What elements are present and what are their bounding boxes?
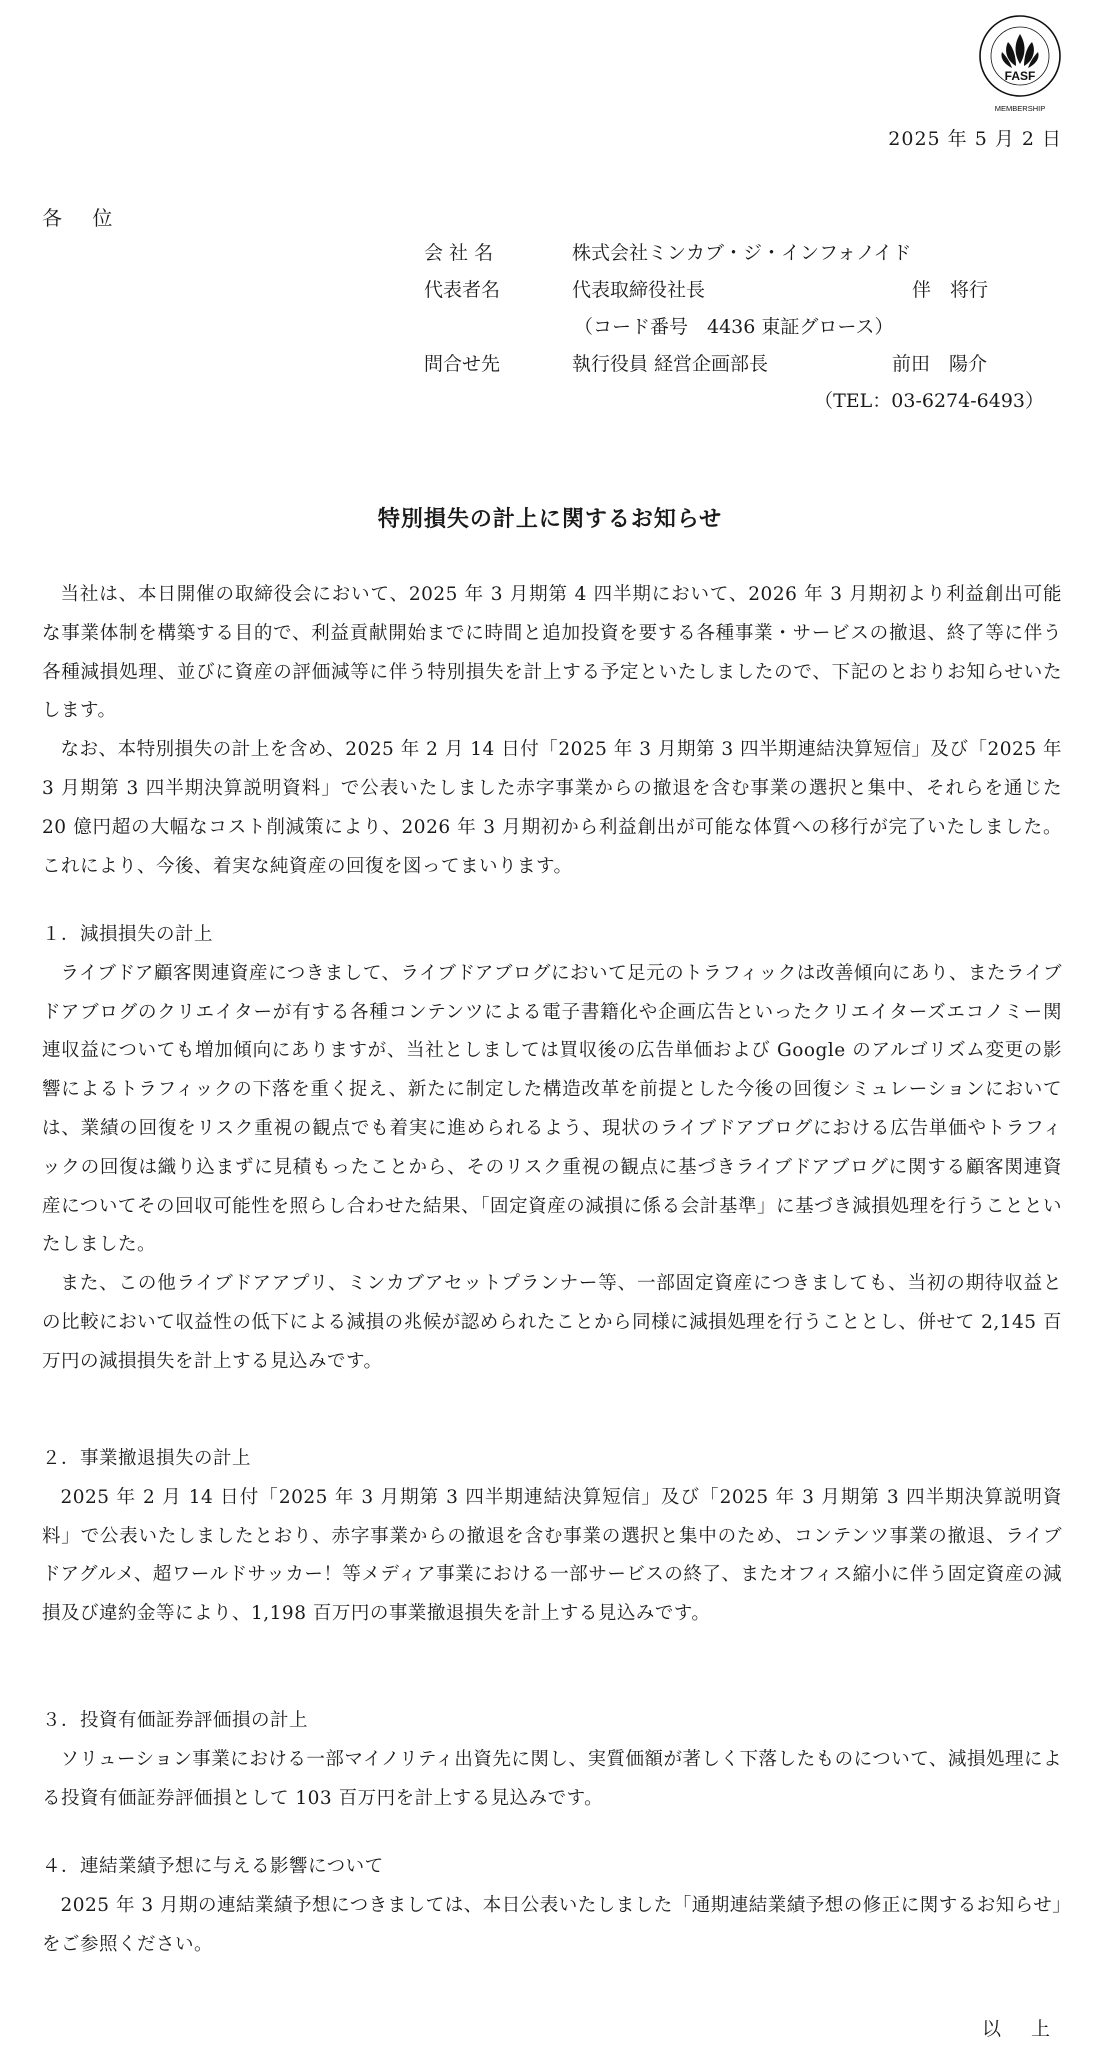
contact-name: 前田 陽介 [892,353,988,375]
fasf-membership-logo [978,14,1062,114]
company-info-block [424,238,1064,423]
section-heading: ４．連結業績予想に与える影響について [42,1856,384,1877]
section-investment-securities [42,1702,1062,1818]
tel-row [424,386,1064,423]
section-paragraph: また、この他ライブドアアプリ、ミンカブアセットプランナー等、一部固定資産につきましても、当初の期待収益との比較において収益性の低下による減損の兆候が認められたことから同様に減損処理を行うこととし、併せて 2,145 百万円の減損損失を計上する見込みです。 [42,1273,1062,1372]
company-label: 会 社 名 [424,242,494,264]
document-date: 2025 年 5 月 2 日 [888,128,1062,150]
section-heading: ３．投資有価証券評価損の計上 [42,1710,309,1731]
section-paragraph: 2025 年 3 月期の連結業績予想につきましては、本日公表いたしました「通期連結業績予想の修正に関するお知らせ」をご参照ください。 [42,1894,1062,1955]
contact-row [424,349,1064,386]
representative-title: 代表取締役社長 [572,279,706,301]
section-forecast-impact [42,1848,1062,1964]
contact-title: 執行役員 経営企画部長 [572,353,769,375]
contact-label: 問合せ先 [424,353,501,375]
company-row [424,238,1064,275]
section-heading: ２．事業撤退損失の計上 [42,1448,252,1469]
svg-text:FASF: FASF [1004,69,1036,83]
svg-text:MEMBERSHIP: MEMBERSHIP [994,104,1046,113]
section-business-withdrawal [42,1440,1062,1634]
section-paragraph: ライブドア顧客関連資産につきまして、ライブドアブログにおいて足元のトラフィックは改善傾向にあり、またライブドアブログのクリエイターが有する各種コンテンツによる電子書籍化や企画広告といったクリエイターズエコノミー関連収益についても増加傾向にありますが、当社としましては買収後の広告単価および Google のアルゴリズム変更の影響によるトラフィックの下落を重く捉え、新たに制定した構造改革を前提とした今後の回復シミュレーションにおいては、業績の回復をリスク重視の観点でも着実に進められるよう、現状のライブドアブログにおける広告単価やトラフィックの回復は織り込まずに見積もったことから、そのリスク重視の観点に基づきライブドアブログに関する顧客関連資産についてその回収可能性を照らし合わせた結果、「固定資産の減損に係る会計基準」に基づき減損処理を行うことといたしました。 [42,962,1062,1256]
fasf-logo-icon [978,14,1062,114]
section-paragraph: 2025 年 2 月 14 日付「2025 年 3 月期第 3 四半期連結決算短信」及び「2025 年 3 月期第 3 四半期決算説明資料」で公表いたしましたとおり、赤字事業からの撤退を含む事業の選択と集中のため、コンテンツ事業の撤退、ライブドアグルメ、超ワールドサッカー！等メディア事業における一部サービスの終了、またオフィス縮小に伴う固定資産の減損及び違約金等により、1,198 百万円の事業撤退損失を計上する見込みです。 [42,1486,1062,1625]
section-paragraph: ソリューション事業における一部マイノリティ出資先に関し、実質価額が著しく下落したものについて、減損処理による投資有価証券評価損として 103 百万円を計上する見込みです。 [42,1748,1062,1809]
company-name: 株式会社ミンカブ・ジ・インフォノイド [572,242,912,264]
code-row [424,312,1064,349]
section-heading: １．減損損失の計上 [42,924,214,945]
closing-mark: 以 上 [981,2018,1062,2040]
document-title: 特別損失の計上に関するお知らせ [377,506,723,532]
representative-row [424,275,1064,312]
intro-block [42,576,1062,886]
stock-code: （コード番号 4436 東証グロース） [574,316,894,338]
intro-paragraph: 当社は、本日開催の取締役会において、2025 年 3 月期第 4 四半期において、2026 年 3 月期初より利益創出可能な事業体制を構築する目的で、利益貢献開始までに時間と追加投資を要する各種事業・サービスの撤退、終了等に伴う各種減損処理、並びに資産の評価減等に伴う特別損失を計上する予定といたしましたので、下記のとおりお知らせいたします。 [42,584,1062,722]
contact-tel: （TEL：03-6274-6493） [814,390,1044,412]
section-impairment [42,916,1062,1382]
representative-name: 伴 将行 [912,279,989,301]
recipient: 各 位 [42,206,125,230]
representative-label: 代表者名 [424,279,501,301]
intro-paragraph: なお、本特別損失の計上を含め、2025 年 2 月 14 日付「2025 年 3 月期第 3 四半期連結決算短信」及び「2025 年 3 月期第 3 四半期決算説明資料」で公表いたしました赤字事業からの撤退を含む事業の選択と集中、それらを通じた 20 億円超の大幅なコスト削減策により、2026 年 3 月期初から利益創出が可能な体質への移行が完了いたしました。これにより、今後、着実な純資産の回復を図ってまいります。 [42,739,1062,877]
